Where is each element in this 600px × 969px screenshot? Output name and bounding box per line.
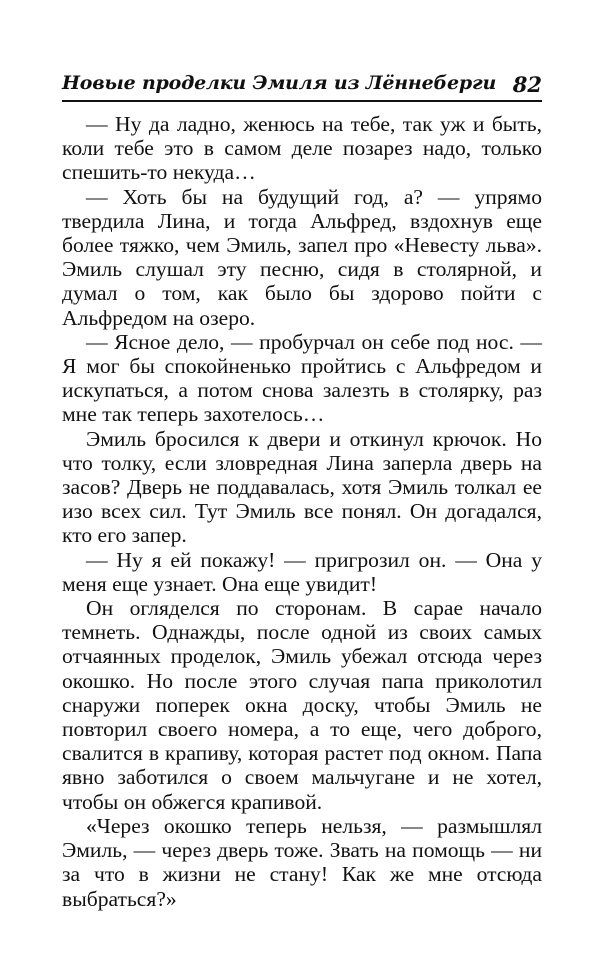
header-rule bbox=[62, 100, 542, 102]
paragraph-1: — Ну да ладно, женюсь на тебе, так уж и быть, коли тебе это в самом деле позарез надо, только спешить-то некуда… bbox=[62, 112, 542, 185]
paragraph-4: Эмиль бросился к двери и откинул крючок. Но что толку, если зловредная Лина заперла дверь на засов? Дверь не поддавалась, хотя Эмиль толкал ее изо всех сил. Тут Эмиль все понял. Он догадался, кто его запер. bbox=[62, 426, 542, 548]
paragraph-3: — Ясное дело, — пробурчал он себе под нос. — Я мог бы спокойненько пройтись с Альфредом и искупаться, а потом снова залезть в столярку, раз мне так теперь захотелось… bbox=[62, 329, 542, 427]
paragraph-5: — Ну я ей покажу! — пригрозил он. — Она у меня еще узнает. Она еще увидит! bbox=[62, 547, 542, 596]
book-title: Новые проделки Эмиля из Лённеберги bbox=[62, 72, 497, 94]
page-number: 82 bbox=[512, 72, 542, 97]
paragraph-7: «Через окошко теперь нельзя, — размышлял Эмиль, — через дверь тоже. Звать на помощь — ни за что в жизни не стану! Как же мне отсюда выбраться?» bbox=[62, 813, 542, 911]
paragraph-2: — Хоть бы на будущий год, а? — упрямо твердила Лина, и тогда Альфред, вздохнув еще более тяжко, чем Эмиль, запел про «Невесту льва». Эмиль слушал эту песню, сидя в столярной, и думал о том, как было бы здорово пойти с Альфредом на озеро. bbox=[62, 184, 542, 330]
body-text bbox=[62, 112, 542, 911]
paragraph-6: Он огляделся по сторонам. В сарае начало темнеть. Однажды, после одной из своих самых отчаянных проделок, Эмиль убежал отсюда через окошко. Но после этого случая папа приколотил снаружи поперек окна доску, чтобы Эмиль не повторил своего номера, а то еще, чего доброго, свалится в крапиву, которая растет под окном. Папа явно заботился о своем мальчугане и не хотел, чтобы он обжегся крапивой. bbox=[62, 596, 542, 814]
running-head bbox=[62, 70, 542, 100]
